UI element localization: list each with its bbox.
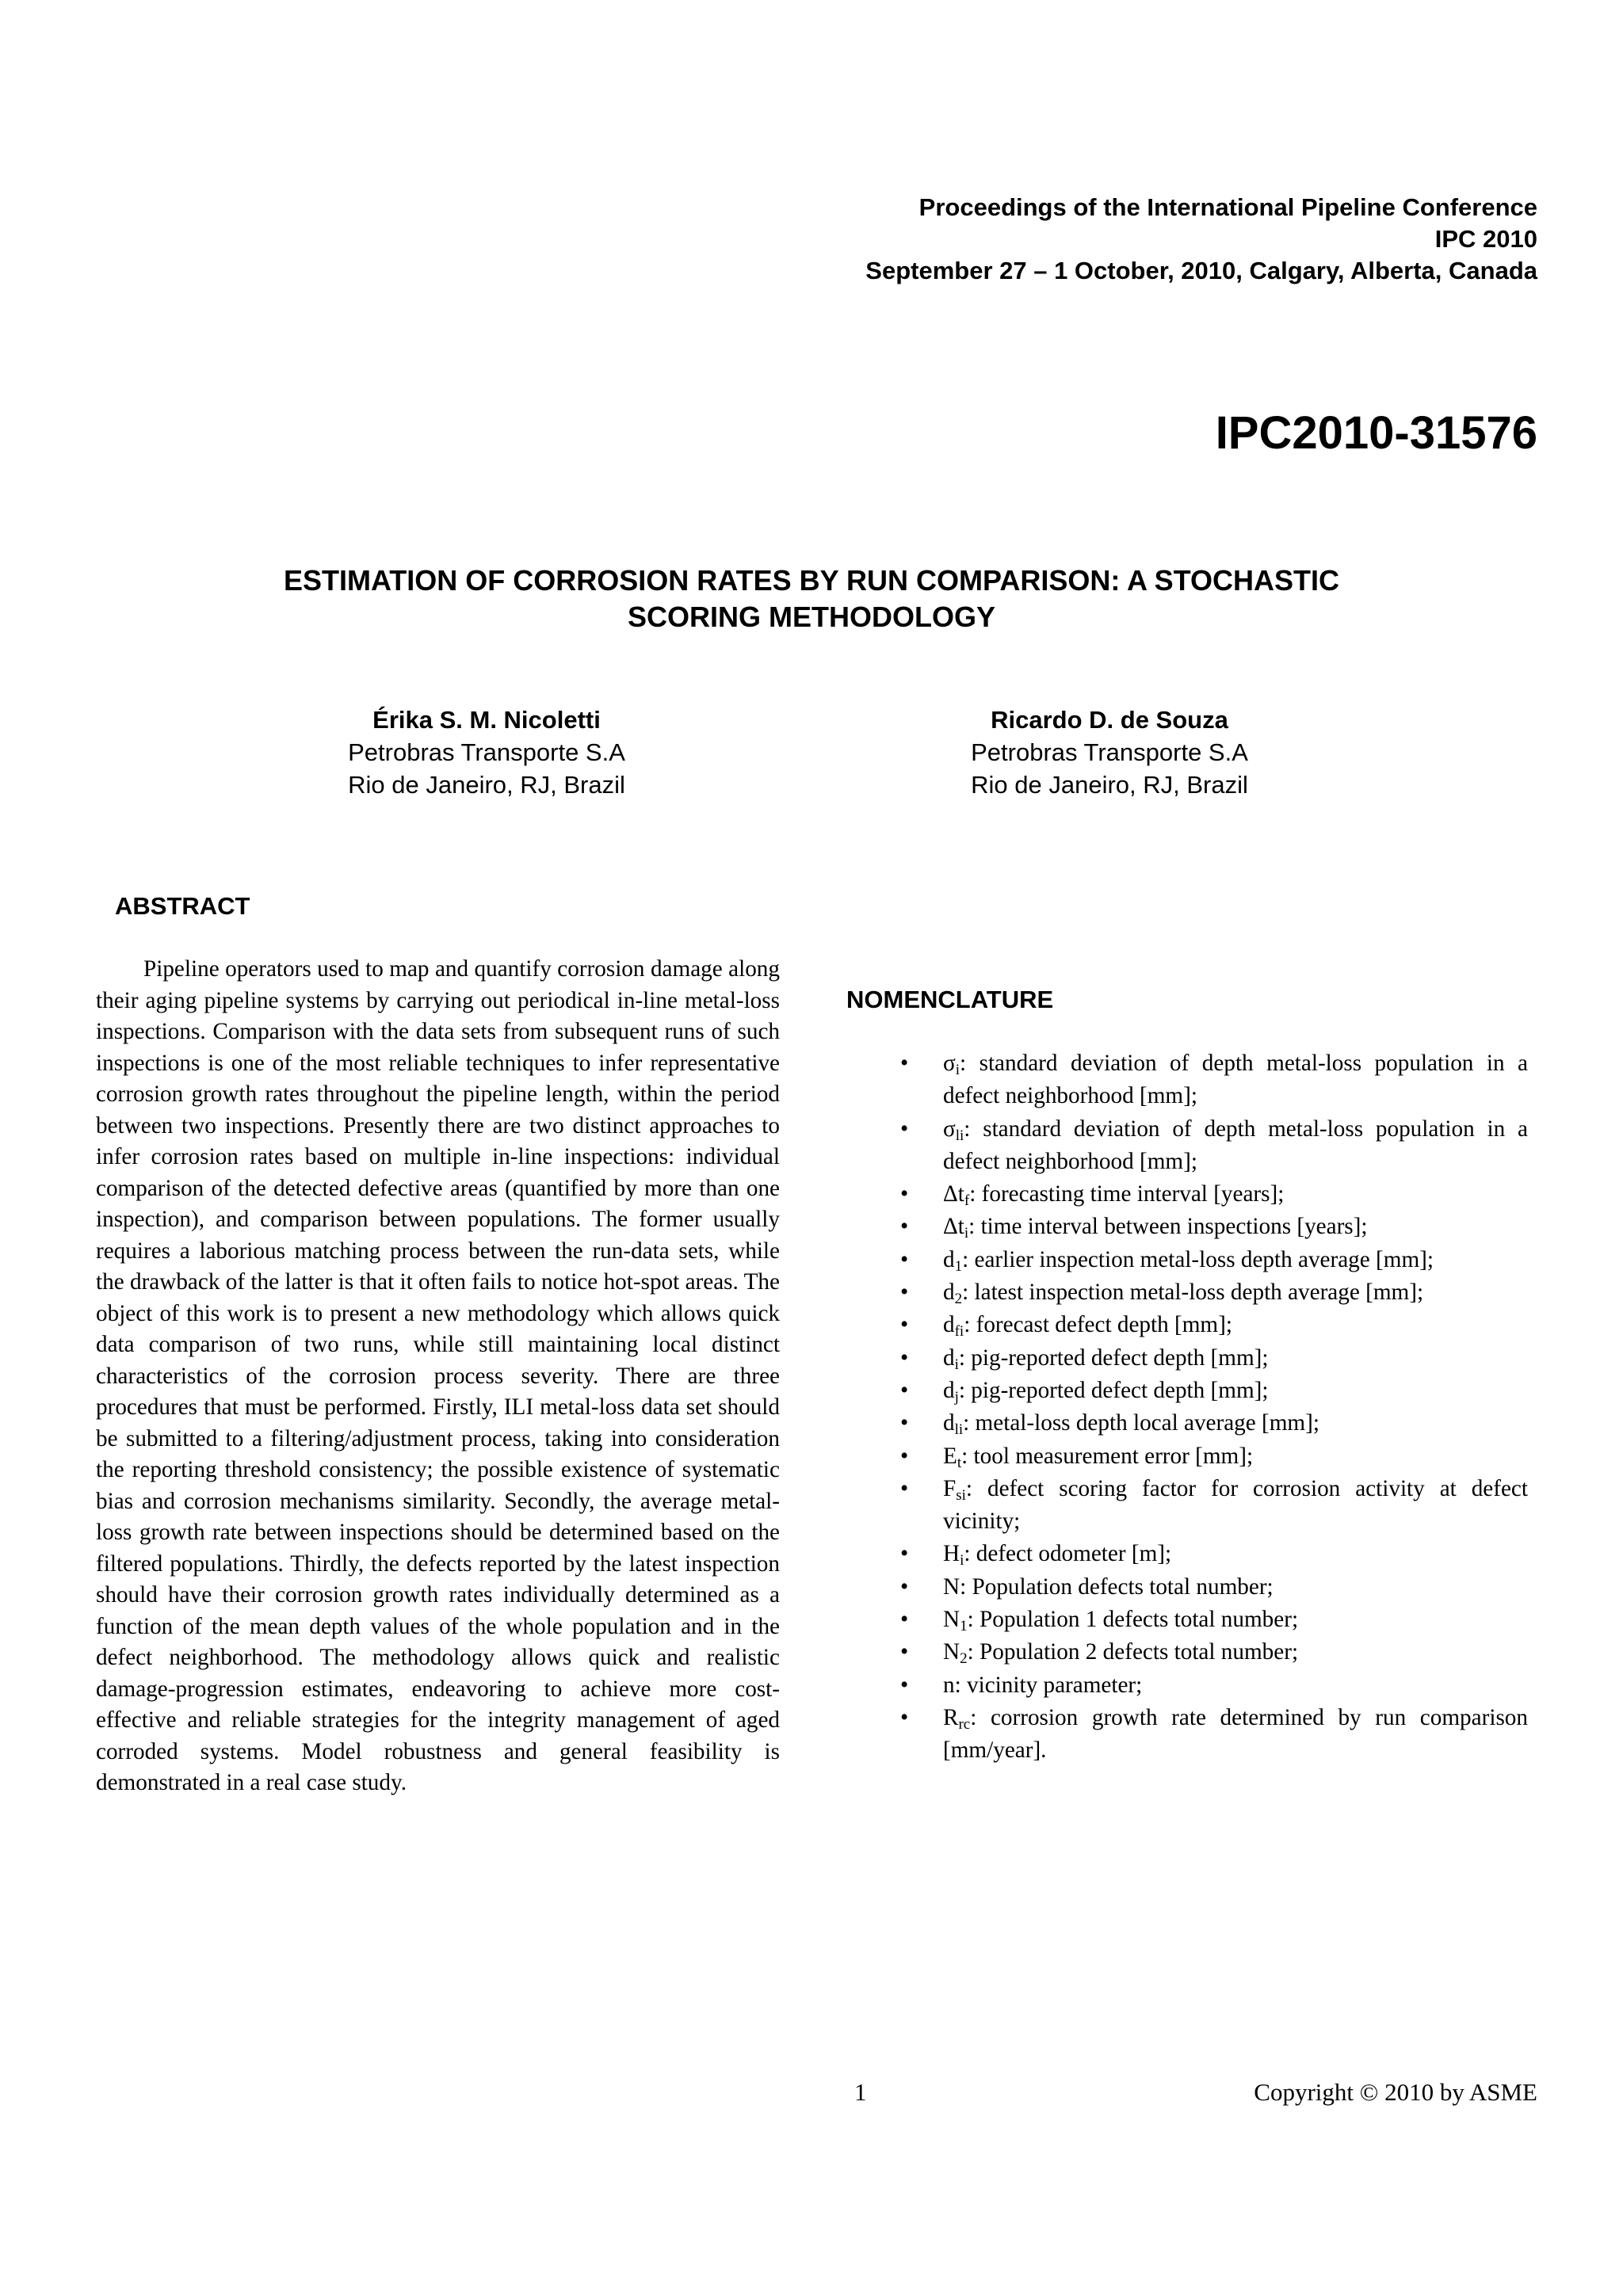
nomenclature-description: : Population defects total number; — [960, 1573, 1274, 1600]
conference-header — [865, 192, 1537, 287]
paper-title — [158, 563, 1465, 635]
nomenclature-description: : corrosion growth rate determined by run comparison [mm/year]. — [943, 1704, 1528, 1764]
nomenclature-symbol: d — [943, 1344, 955, 1371]
nomenclature-symbol: E — [943, 1443, 957, 1469]
abstract-body: Pipeline operators used to map and quantify corrosion damage along their aging pipeline systems by carrying out periodical in-line metal-loss inspections. Comparison with the data sets from subsequent runs of such inspections is one of the most reliable techniques to infer representative corrosion growth rates throughout the pipeline length, within the period between two inspections. Presently there are two distinct approaches to infer corrosion rates based on multiple in-line inspections: individual comparison of the detected defective areas (quantified by more than one inspection), and comparison between populations. The former usually requires a laborious matching process between the run-data sets, while the drawback of the latter is that it often fails to notice hot-spot areas. The object of this work is to present a new methodology which allows quick data comparison of two runs, while still maintaining local distinct characteristics of the corrosion process severity. There are three procedures that must be performed. Firstly, ILI metal-loss data set should be submitted to a filtering/adjustment process, taking into consideration the reporting threshold consistency; the possible existence of systematic bias and corrosion mechanisms similarity. Secondly, the average metal-loss growth rate between inspections should be determined based on the filtered populations. Thirdly, the defects reported by the latest inspection should have their corrosion growth rates individually determined as a function of the mean depth values of the whole population and in the defect neighborhood. The methodology allows quick and realistic damage-progression estimates, endeavoring to achieve more cost-effective and reliable strategies for the integrity management of aged corroded systems. Model robustness and general feasibility is demonstrated in a real case study. — [96, 956, 780, 1795]
bullet-icon: • — [900, 1312, 909, 1338]
conference-short-name: IPC 2010 — [1434, 225, 1537, 253]
bullet-icon: • — [900, 1607, 909, 1633]
nomenclature-symbol: Δt — [943, 1181, 964, 1207]
bullet-icon: • — [900, 1181, 909, 1207]
bullet-icon: • — [900, 1280, 909, 1306]
nomenclature-description: : pig-reported defect depth [mm]; — [958, 1377, 1269, 1403]
nomenclature-symbol: F — [943, 1475, 957, 1501]
nomenclature-subscript: i — [960, 1552, 964, 1569]
nomenclature-item — [846, 1440, 1528, 1473]
nomenclature-description: : defect scoring factor for corrosion activity at defect vicinity; — [943, 1475, 1528, 1535]
copyright-notice: Copyright © 2010 by ASME — [1254, 2078, 1537, 2106]
nomenclature-description: : forecast defect depth [mm]; — [964, 1312, 1232, 1338]
paper-title-line-1: ESTIMATION OF CORROSION RATES BY RUN COMPARISON: A STOCHASTIC — [283, 564, 1340, 597]
nomenclature-item — [846, 1211, 1528, 1243]
bullet-icon: • — [900, 1541, 909, 1567]
nomenclature-description: : pig-reported defect depth [mm]; — [958, 1344, 1269, 1371]
nomenclature-list — [846, 1047, 1528, 1768]
bullet-icon: • — [900, 1377, 909, 1403]
nomenclature-subscript: rc — [958, 1715, 971, 1733]
nomenclature-description: : Population 1 defects total number; — [967, 1607, 1299, 1633]
nomenclature-subscript: 1 — [954, 1257, 963, 1275]
nomenclature-item — [846, 1636, 1528, 1669]
nomenclature-heading: NOMENCLATURE — [846, 986, 1054, 1013]
nomenclature-subscript: j — [954, 1388, 959, 1405]
nomenclature-subscript: si — [956, 1486, 966, 1504]
author-location: Rio de Janeiro, RJ, Brazil — [971, 771, 1248, 799]
nomenclature-item — [846, 1538, 1528, 1570]
abstract-heading: ABSTRACT — [115, 892, 250, 920]
nomenclature-subscript: 1 — [960, 1618, 968, 1635]
nomenclature-description: : standard deviation of depth metal-loss population in a defect neighborhood [mm]; — [943, 1116, 1528, 1174]
nomenclature-item — [846, 1178, 1528, 1211]
author-name: Ricardo D. de Souza — [991, 706, 1228, 734]
bullet-icon: • — [900, 1051, 909, 1076]
conference-dates-location: September 27 – 1 October, 2010, Calgary, Alberta, Canada — [865, 257, 1537, 284]
nomenclature-symbol: N — [943, 1639, 960, 1665]
bullet-icon: • — [900, 1116, 909, 1142]
nomenclature-symbol: H — [943, 1541, 960, 1567]
nomenclature-subscript: i — [964, 1225, 969, 1242]
nomenclature-item — [846, 1244, 1528, 1276]
nomenclature-description: : time interval between inspections [years]; — [968, 1214, 1368, 1240]
nomenclature-symbol: σ — [943, 1116, 956, 1142]
conference-name: Proceedings of the International Pipeline Conference — [918, 193, 1537, 221]
bullet-icon: • — [900, 1639, 909, 1665]
bullet-icon: • — [900, 1344, 909, 1371]
nomenclature-symbol: d — [943, 1312, 955, 1338]
bullet-icon: • — [900, 1410, 909, 1436]
nomenclature-symbol: R — [943, 1704, 959, 1730]
nomenclature-subscript: t — [957, 1454, 962, 1471]
nomenclature-symbol: d — [943, 1377, 955, 1403]
nomenclature-subscript: f — [964, 1192, 970, 1210]
nomenclature-description: : latest inspection metal-loss depth average [mm]; — [962, 1280, 1424, 1306]
bullet-icon: • — [900, 1475, 909, 1501]
nomenclature-item — [846, 1276, 1528, 1309]
nomenclature-item — [846, 1571, 1528, 1604]
nomenclature-symbol: Δt — [943, 1214, 964, 1240]
nomenclature-item — [846, 1604, 1528, 1636]
author-block-2 — [832, 704, 1387, 801]
paper-id: IPC2010-31576 — [1215, 407, 1537, 459]
bullet-icon: • — [900, 1443, 909, 1469]
nomenclature-item — [846, 1669, 1528, 1702]
nomenclature-symbol: σ — [943, 1051, 956, 1076]
author-affiliation: Petrobras Transporte S.A — [348, 738, 625, 766]
bullet-icon: • — [900, 1573, 909, 1600]
nomenclature-item — [846, 1375, 1528, 1407]
bullet-icon: • — [900, 1704, 909, 1730]
bullet-icon: • — [900, 1214, 909, 1240]
nomenclature-subscript: i — [954, 1356, 959, 1373]
nomenclature-symbol: N — [943, 1607, 960, 1633]
nomenclature-description: : earlier inspection metal-loss depth average [mm]; — [962, 1246, 1434, 1272]
nomenclature-description: : tool measurement error [mm]; — [961, 1443, 1254, 1469]
paper-title-line-2: SCORING METHODOLOGY — [627, 601, 995, 633]
bullet-icon: • — [900, 1672, 909, 1698]
page-number: 1 — [854, 2078, 867, 2106]
nomenclature-item — [846, 1309, 1528, 1341]
nomenclature-subscript: li — [954, 1421, 964, 1439]
nomenclature-item — [846, 1113, 1528, 1179]
nomenclature-symbol: d — [943, 1280, 955, 1306]
nomenclature-subscript: fi — [954, 1323, 964, 1341]
nomenclature-subscript: 2 — [954, 1291, 963, 1308]
nomenclature-description: : metal-loss depth local average [mm]; — [963, 1410, 1319, 1436]
nomenclature-symbol: n — [943, 1672, 955, 1698]
nomenclature-subscript: li — [955, 1127, 964, 1144]
nomenclature-item — [846, 1702, 1528, 1768]
nomenclature-symbol: N — [943, 1573, 960, 1600]
nomenclature-symbol: d — [943, 1246, 955, 1272]
nomenclature-subscript: 2 — [960, 1650, 968, 1668]
nomenclature-description: : defect odometer [m]; — [964, 1541, 1172, 1567]
nomenclature-description: : standard deviation of depth metal-loss population in a defect neighborhood [mm]; — [943, 1051, 1528, 1109]
nomenclature-symbol: d — [943, 1410, 955, 1436]
nomenclature-item — [846, 1047, 1528, 1113]
bullet-icon: • — [900, 1246, 909, 1272]
author-name: Érika S. M. Nicoletti — [372, 706, 601, 734]
nomenclature-description: : Population 2 defects total number; — [967, 1639, 1299, 1665]
nomenclature-item — [846, 1473, 1528, 1539]
author-affiliation: Petrobras Transporte S.A — [971, 738, 1248, 766]
nomenclature-item — [846, 1342, 1528, 1375]
author-block-1 — [209, 704, 764, 801]
nomenclature-subscript: i — [955, 1062, 960, 1078]
nomenclature-item — [846, 1407, 1528, 1440]
nomenclature-description: : forecasting time interval [years]; — [969, 1181, 1285, 1207]
nomenclature-description: : vicinity parameter; — [954, 1672, 1143, 1698]
author-location: Rio de Janeiro, RJ, Brazil — [348, 771, 625, 799]
